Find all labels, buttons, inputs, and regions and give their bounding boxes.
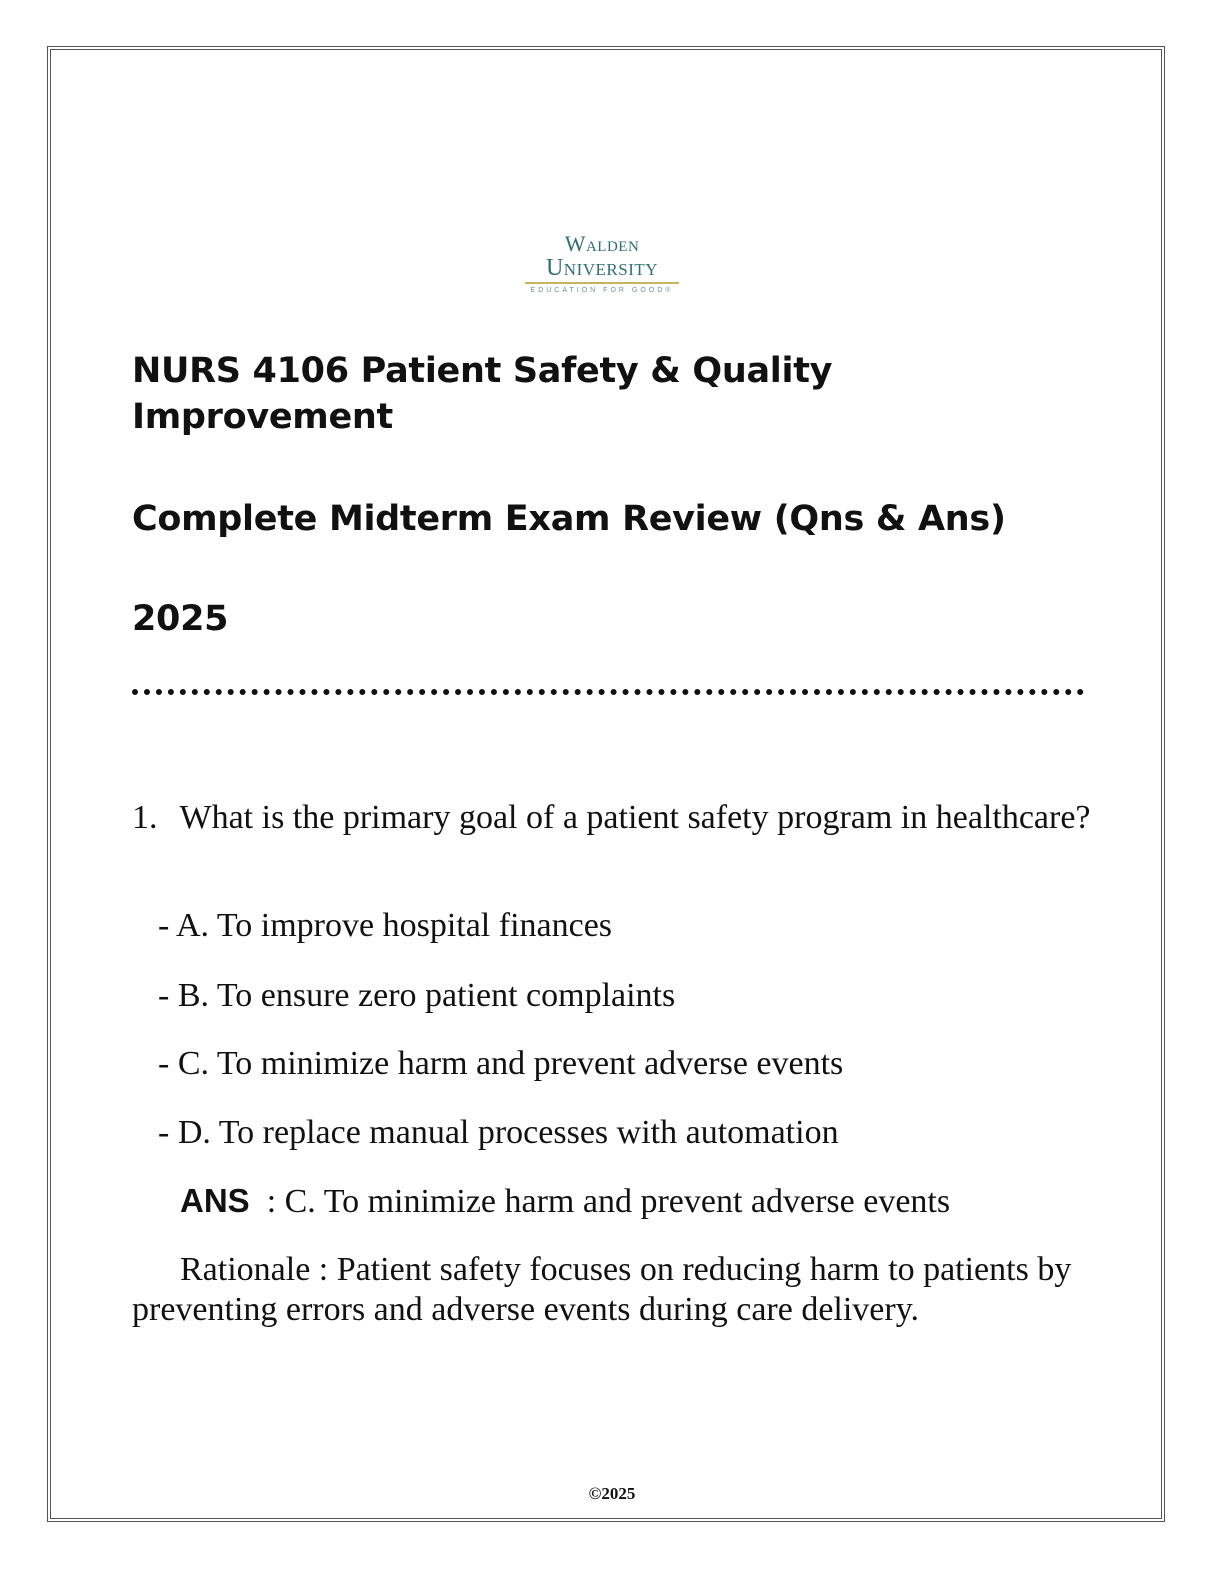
option-d: - D. To replace manual processes with automation (158, 1114, 839, 1151)
answer-text: : C. To minimize harm and prevent adverse events (249, 1183, 951, 1220)
logo-text-line2: University (545, 255, 659, 281)
dotted-divider (132, 689, 1084, 695)
logo-rule (525, 282, 679, 284)
logo-text-line1: Walden (564, 231, 640, 256)
option-c: - C. To minimize harm and prevent adverse events (158, 1045, 844, 1082)
answer (180, 1181, 1120, 1222)
option-a: - A. To improve hospital finances (158, 907, 613, 944)
document-title: NURS 4106 Patient Safety & Quality Improvement (132, 351, 833, 437)
logo-tagline: EDUCATION FOR GOOD® (530, 287, 674, 294)
question-number: 1. (132, 799, 158, 836)
walden-university-logo (522, 232, 682, 300)
footer-copyright: ©2025 (588, 1484, 636, 1503)
question-text: What is the primary goal of a patient safety program in healthcare? (179, 799, 1091, 836)
option-b: - B. To ensure zero patient complaints (158, 977, 676, 1014)
rationale: Rationale : Patient safety focuses on reducing harm to patients by preventing errors and adverse events during care delivery. (132, 1251, 1072, 1328)
document-year: 2025 (132, 599, 229, 639)
question-1 (132, 798, 1092, 838)
answer-label: ANS (180, 1182, 250, 1219)
document-subtitle: Complete Midterm Exam Review (Qns & Ans) (132, 499, 1006, 539)
